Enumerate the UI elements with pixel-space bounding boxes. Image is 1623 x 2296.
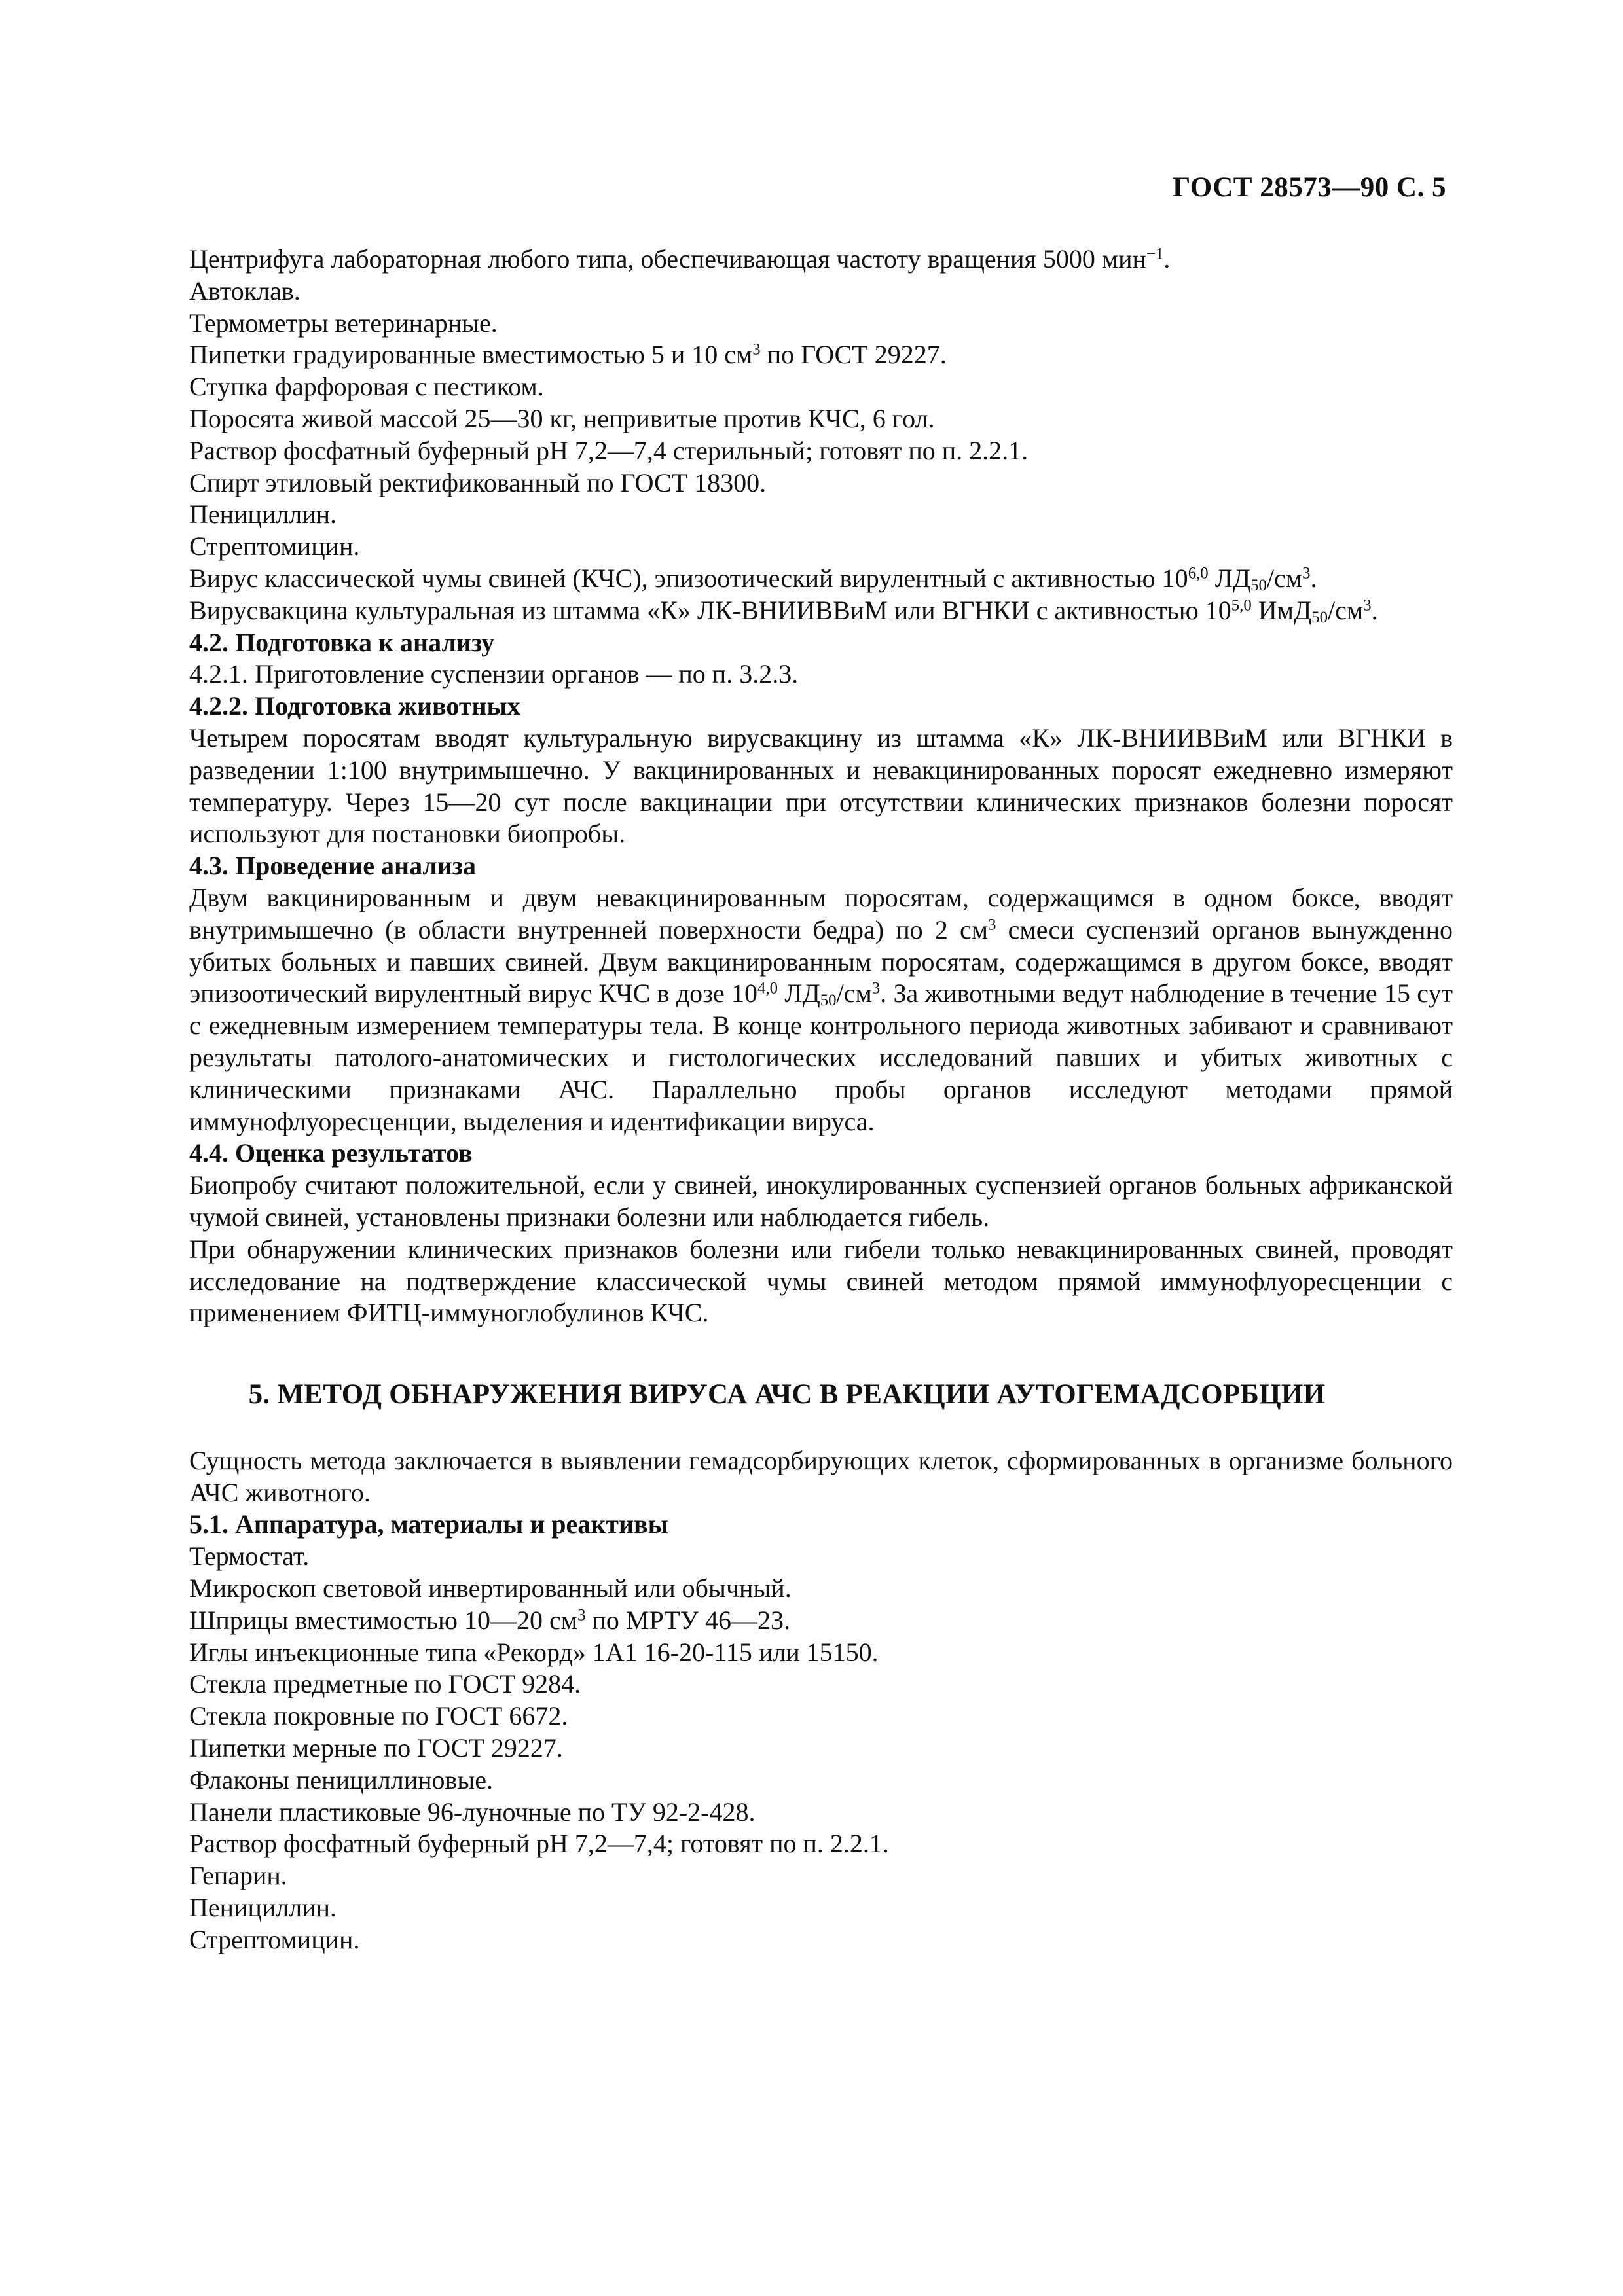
equipment-line: Панели пластиковые 96-луночные по ТУ 92-2-428.	[189, 1797, 756, 1827]
equipment-line: Термометры ветеринарные.	[189, 308, 498, 338]
section-heading: 4.3. Проведение анализа	[189, 851, 476, 881]
virus-line: Вирус классической чумы свиней (КЧС), эпизоотический вирулентный с активностью 10$^{6,0}$ $ЛД_{50}/см^3$.	[189, 563, 1317, 594]
paragraph: Сущность метода заключается в выявлении гемадсорбирующих клеток, сформированных в организме больного АЧС животного.	[189, 1445, 1453, 1507]
vaccine-line: Вирусвакцина культуральная из штамма «К» ЛК-ВНИИВВиМ или ВГНКИ с активностью 10$^{5,0}$ $ИмД_{50}/см^3$.	[189, 595, 1378, 626]
equipment-line: Автоклав.	[189, 276, 301, 306]
equipment-line: Шприцы вместимостью 10—20 $см^3$ по МРТУ 46—23.	[189, 1605, 790, 1635]
paragraph: 4.2.1. Приготовление суспензии органов — по п. 3.2.3.	[189, 659, 799, 689]
paragraph: Двум вакцинированным и двум невакцинированным поросятам, содержащимся в одном боксе, вводят внутримышечно (в области внутренней поверхности бедра) по 2 $см^3$ смеси суспензий органов вынужденно убитых больных и павших свиней. Двум вакцинированным поросятам, содержащимся в другом боксе, вводят эпизоотический вирулентный вирус КЧС в дозе 10$^{4,0}$ $ЛД_{50}/см^3$. За животными ведут наблюдение в течение 15 сут с ежедневным измерением температуры тела. В конце контрольного периода животных забивают и сравнивают результаты патолого-анатомических и гистологических исследований павших и убитых животных с клиническими признаками АЧС. Параллельно пробы органов исследуют методами прямой иммунофлуоресценции, выделения и идентификации вируса.	[189, 882, 1453, 1136]
equipment-line: Пипетки градуированные вместимостью 5 и 10 $см^3$ по ГОСТ 29227.	[189, 340, 947, 370]
section-heading: 5.1. Аппаратура, материалы и реактивы	[189, 1509, 668, 1539]
equipment-line: Раствор фосфатный буферный pH 7,2—7,4; готовят по п. 2.2.1.	[189, 1829, 889, 1859]
equipment-line: Центрифуга лабораторная любого типа, обеспечивающая частоту вращения 5000 мин$^{-1}$.	[189, 244, 1171, 274]
section-heading: 4.2. Подготовка к анализу	[189, 627, 495, 657]
paragraph: Биопробу считают положительной, если у свиней, инокулированных суспензией органов больных африканской чумой свиней, установлены признаки болезни или наблюдается гибель.	[189, 1170, 1453, 1232]
page-header: ГОСТ 28573—90 С. 5	[1172, 172, 1446, 203]
equipment-line: Стрептомицин.	[189, 531, 360, 562]
equipment-line: Поросята живой массой 25—30 кг, непривитые против КЧС, 6 гол.	[189, 403, 935, 433]
equipment-line: Стрептомицин.	[189, 1924, 360, 1954]
equipment-line: Пенициллин.	[189, 499, 337, 529]
equipment-line: Ступка фарфоровая с пестиком.	[189, 372, 544, 402]
equipment-line: Гепарин.	[189, 1861, 287, 1891]
section-title: 5. МЕТОД ОБНАРУЖЕНИЯ ВИРУСА АЧС В РЕАКЦИИ АУТОГЕМАДСОРБЦИИ	[248, 1379, 1326, 1410]
equipment-line: Стекла покровные по ГОСТ 6672.	[189, 1701, 568, 1731]
paragraph: При обнаружении клинических признаков болезни или гибели только невакцинированных свиней, проводят исследование на подтверждение классической чумы свиней методом прямой иммунофлуоресценции с применением ФИТЦ-иммуноглобулинов КЧС.	[189, 1234, 1453, 1328]
paragraph: Четырем поросятам вводят культуральную вирусвакцину из штамма «К» ЛК-ВНИИВВиМ или ВГНКИ в разведении 1:100 внутримышечно. У вакцинированных и невакцинированных поросят ежедневно измеряют температуру. Через 15—20 сут после вакцинации при отсутствии клинических признаков болезни поросят используют для постановки биопробы.	[189, 723, 1453, 849]
equipment-line: Стекла предметные по ГОСТ 9284.	[189, 1669, 581, 1699]
equipment-line: Термостат.	[189, 1541, 310, 1571]
section-heading: 4.4. Оценка результатов	[189, 1138, 473, 1168]
equipment-line: Спирт этиловый ректификованный по ГОСТ 18300.	[189, 467, 767, 497]
equipment-line: Иглы инъекционные типа «Рекорд» 1А1 16-20-115 или 15150.	[189, 1637, 879, 1667]
equipment-line: Пипетки мерные по ГОСТ 29227.	[189, 1733, 563, 1763]
document-body	[121, 243, 1453, 1956]
equipment-line: Раствор фосфатный буферный pH 7,2—7,4 стерильный; готовят по п. 2.2.1.	[189, 435, 1029, 465]
equipment-line: Флаконы пенициллиновые.	[189, 1765, 494, 1795]
equipment-line: Микроскоп световой инвертированный или обычный.	[189, 1573, 792, 1604]
equipment-line: Пенициллин.	[189, 1893, 337, 1923]
section-heading: 4.2.2. Подготовка животных	[189, 691, 520, 721]
